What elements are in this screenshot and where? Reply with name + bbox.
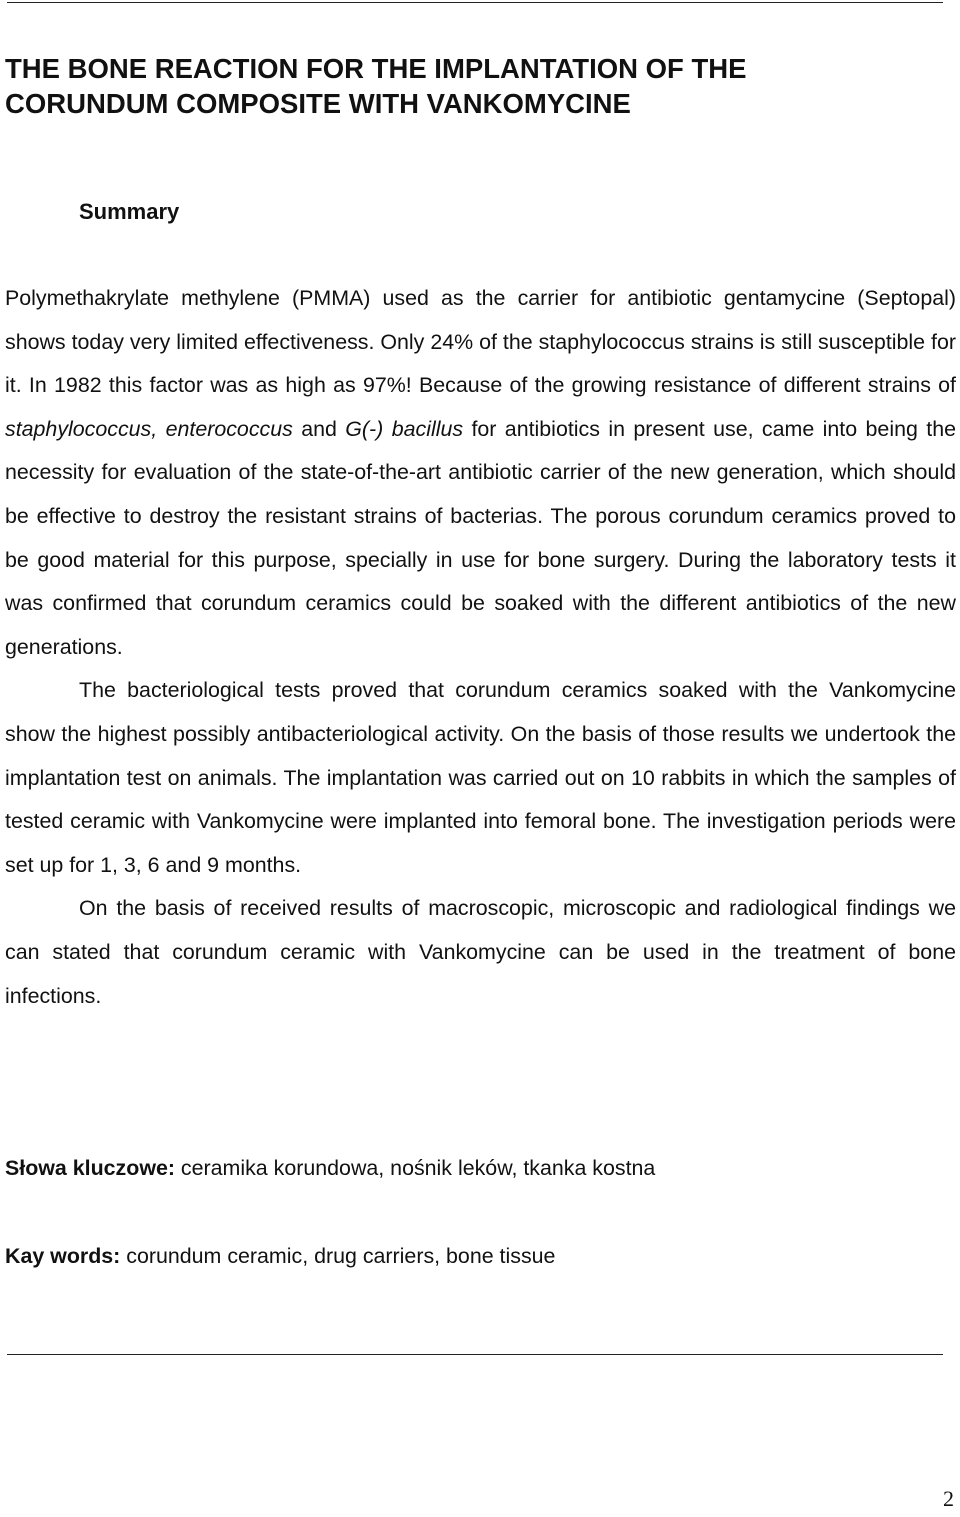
abstract-paragraph-3: On the basis of received results of macroscopic, microscopic and radiological findings we can stated that corundum ceramic with Vankomycine can be used in the treatment of bone infections. (5, 896, 956, 1008)
keywords-english-value: corundum ceramic, drug carriers, bone tissue (120, 1244, 556, 1268)
p1-text-a: Polymethakrylate methylene (PMMA) used as the carrier for antibiotic gentamycine (Septopal) shows today very limited effectiveness. Only 24% of the staphylococcus strains is still susceptible for it. In 1982 this factor was as high as 97%! Because of the growing resistance of different strains of (5, 286, 956, 398)
keywords-english (5, 1242, 555, 1270)
top-rule (7, 2, 943, 3)
keywords-polish (5, 1154, 655, 1182)
paper-title (5, 51, 945, 121)
keywords-polish-value: ceramika korundowa, nośnik leków, tkanka kostna (174, 1156, 656, 1180)
abstract-paragraph-1 (5, 277, 956, 669)
keywords-english-label: Kay words: (5, 1244, 121, 1268)
summary-heading: Summary (79, 199, 180, 224)
footnote-rule (7, 1354, 943, 1355)
keywords-polish-label: Słowa kluczowe: (5, 1156, 175, 1180)
abstract-body (5, 277, 956, 1018)
p1-text-c: for antibiotics in present use, came into being the necessity for evaluation of the state-of-the-art antibiotic carrier of the new generation, which should be effective to destroy the resistant strains of bacterias. The porous corundum ceramics proved to be good material for this purpose, specially in use for bone surgery. During the laboratory tests it was confirmed that corundum ceramics could be soaked with the different antibiotics of the new generations. (5, 416, 956, 659)
title-line-1: THE BONE REACTION FOR THE IMPLANTATION OF THE (5, 53, 747, 84)
page-number: 2 (943, 1486, 954, 1511)
p1-italic-organisms: staphylococcus, enterococcus (5, 416, 293, 441)
title-line-2: CORUNDUM COMPOSITE WITH VANKOMYCINE (5, 88, 631, 119)
p1-italic-bacillus: G(-) bacillus (345, 416, 464, 441)
p1-text-b: and (292, 416, 346, 441)
abstract-paragraph-2: The bacteriological tests proved that corundum ceramics soaked with the Vankomycine show the highest possibly antibacteriological activity. On the basis of those results we undertook the implantation test on animals. The implantation was carried out on 10 rabbits in which the samples of tested ceramic with Vankomycine were implanted into femoral bone. The investigation periods were set up for 1, 3, 6 and 9 months. (5, 678, 956, 877)
